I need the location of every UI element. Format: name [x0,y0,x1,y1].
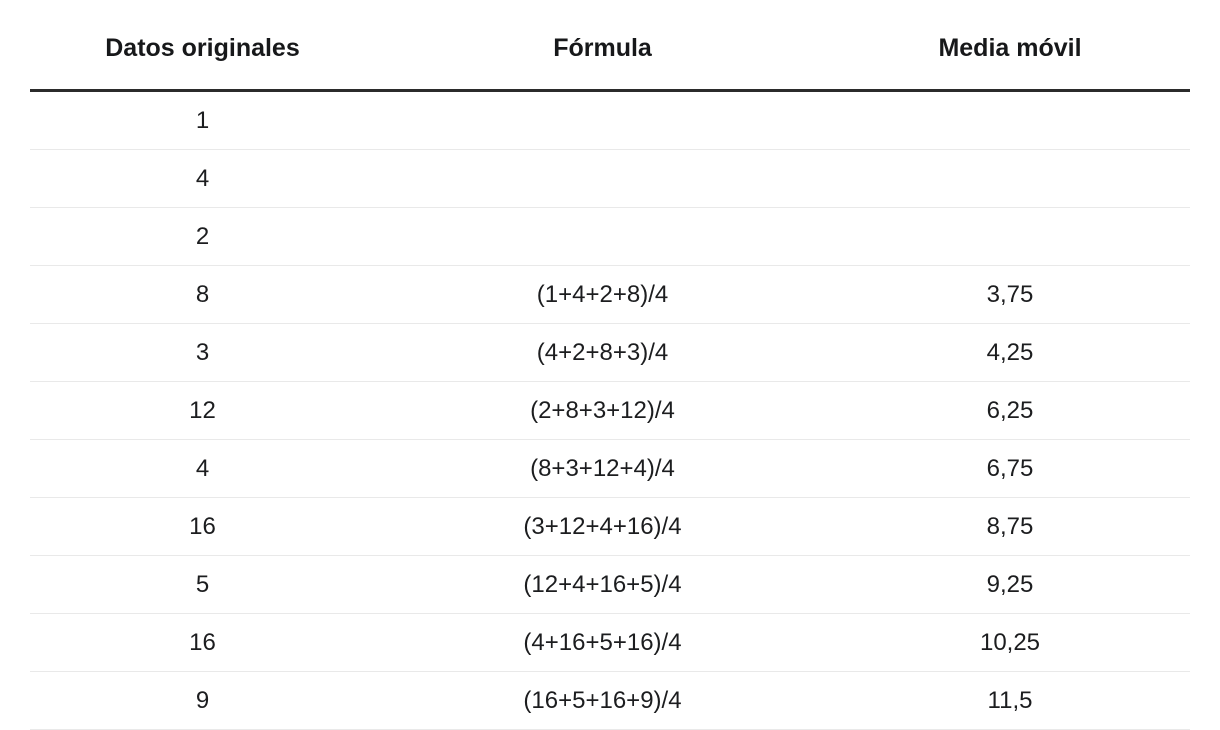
cell-moving-average [830,91,1190,150]
cell-formula: (4+2+8+3)/4 [375,324,830,382]
cell-original-data: 16 [30,498,375,556]
cell-moving-average: 9,25 [830,556,1190,614]
moving-average-table [30,0,1190,730]
cell-original-data: 4 [30,440,375,498]
table-header-row [30,0,1190,91]
column-header-moving-average: Media móvil [830,0,1190,91]
cell-moving-average: 6,25 [830,382,1190,440]
cell-original-data: 5 [30,556,375,614]
cell-original-data: 8 [30,266,375,324]
table-row [30,324,1190,382]
cell-original-data: 3 [30,324,375,382]
table-row [30,150,1190,208]
cell-moving-average: 8,75 [830,498,1190,556]
cell-formula: (3+12+4+16)/4 [375,498,830,556]
cell-original-data: 2 [30,208,375,266]
cell-original-data: 1 [30,91,375,150]
cell-formula: (1+4+2+8)/4 [375,266,830,324]
cell-original-data: 12 [30,382,375,440]
cell-moving-average: 10,25 [830,614,1190,672]
cell-formula: (4+16+5+16)/4 [375,614,830,672]
cell-moving-average [830,150,1190,208]
cell-original-data: 9 [30,672,375,730]
column-header-formula: Fórmula [375,0,830,91]
table-header [30,0,1190,91]
cell-formula [375,150,830,208]
table-row [30,440,1190,498]
column-header-original-data: Datos originales [30,0,375,91]
table-body [30,91,1190,730]
cell-formula [375,91,830,150]
cell-original-data: 4 [30,150,375,208]
cell-original-data: 16 [30,614,375,672]
table-row [30,266,1190,324]
table-row [30,614,1190,672]
cell-formula [375,208,830,266]
cell-formula: (2+8+3+12)/4 [375,382,830,440]
cell-moving-average [830,208,1190,266]
cell-moving-average: 6,75 [830,440,1190,498]
table-row [30,91,1190,150]
table-row [30,498,1190,556]
cell-moving-average: 4,25 [830,324,1190,382]
cell-formula: (8+3+12+4)/4 [375,440,830,498]
cell-moving-average: 11,5 [830,672,1190,730]
table-row [30,208,1190,266]
cell-formula: (16+5+16+9)/4 [375,672,830,730]
table-row [30,556,1190,614]
cell-formula: (12+4+16+5)/4 [375,556,830,614]
cell-moving-average: 3,75 [830,266,1190,324]
table-row [30,672,1190,730]
table-row [30,382,1190,440]
